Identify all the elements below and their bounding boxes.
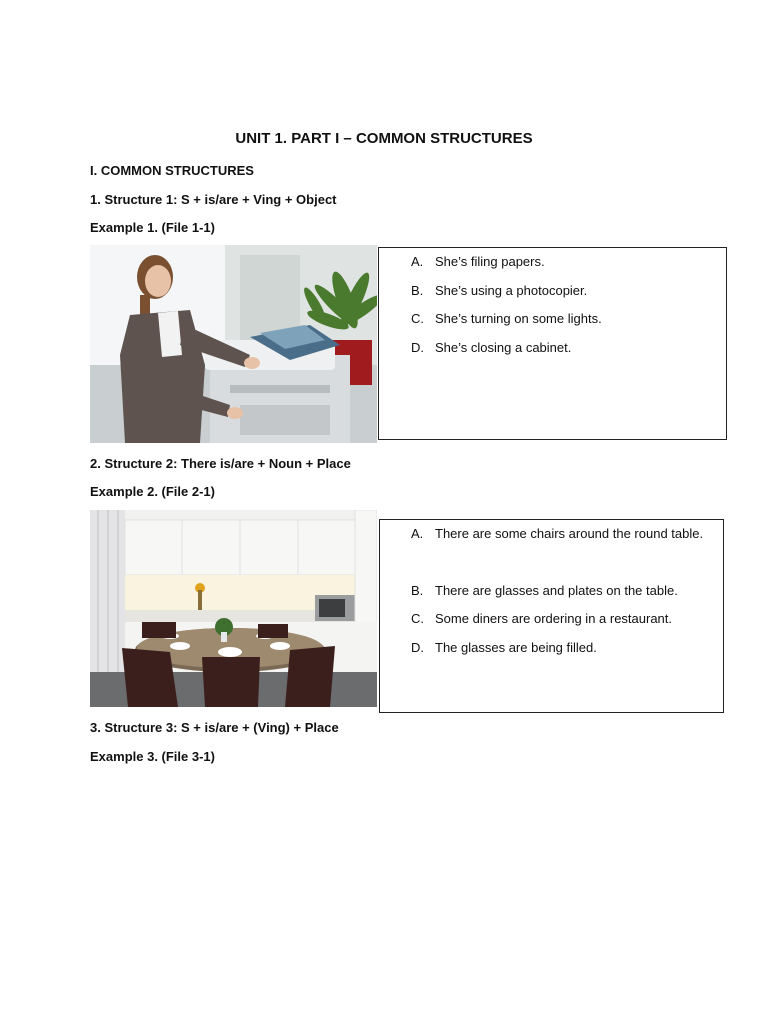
section-heading: I. COMMON STRUCTURES (90, 163, 254, 178)
dining-room-photo (90, 510, 377, 707)
photocopier-photo (90, 245, 377, 443)
page-title: UNIT 1. PART I – COMMON STRUCTURES (235, 130, 533, 147)
example-1-label: Example 1. (File 1-1) (90, 220, 215, 235)
example-2-label: Example 2. (File 2-1) (90, 484, 215, 499)
example-3-label: Example 3. (File 3-1) (90, 749, 215, 764)
question-box-1: A. She’s filing papers. B. She’s using a photocopier. C. She’s turning on some lights. D. She’s closing a cabinet. (378, 247, 727, 440)
structure-2-title: 2. Structure 2: There is/are + Noun + Place (90, 456, 351, 471)
structure-3-title: 3. Structure 3: S + is/are + (Ving) + Place (90, 720, 339, 735)
structure-1-title: 1. Structure 1: S + is/are + Ving + Object (90, 192, 337, 207)
question-box-2: A. There are some chairs around the round table. B. There are glasses and plates on the table. C. Some diners are ordering in a restaurant. D. The glasses are being filled. (379, 519, 724, 713)
